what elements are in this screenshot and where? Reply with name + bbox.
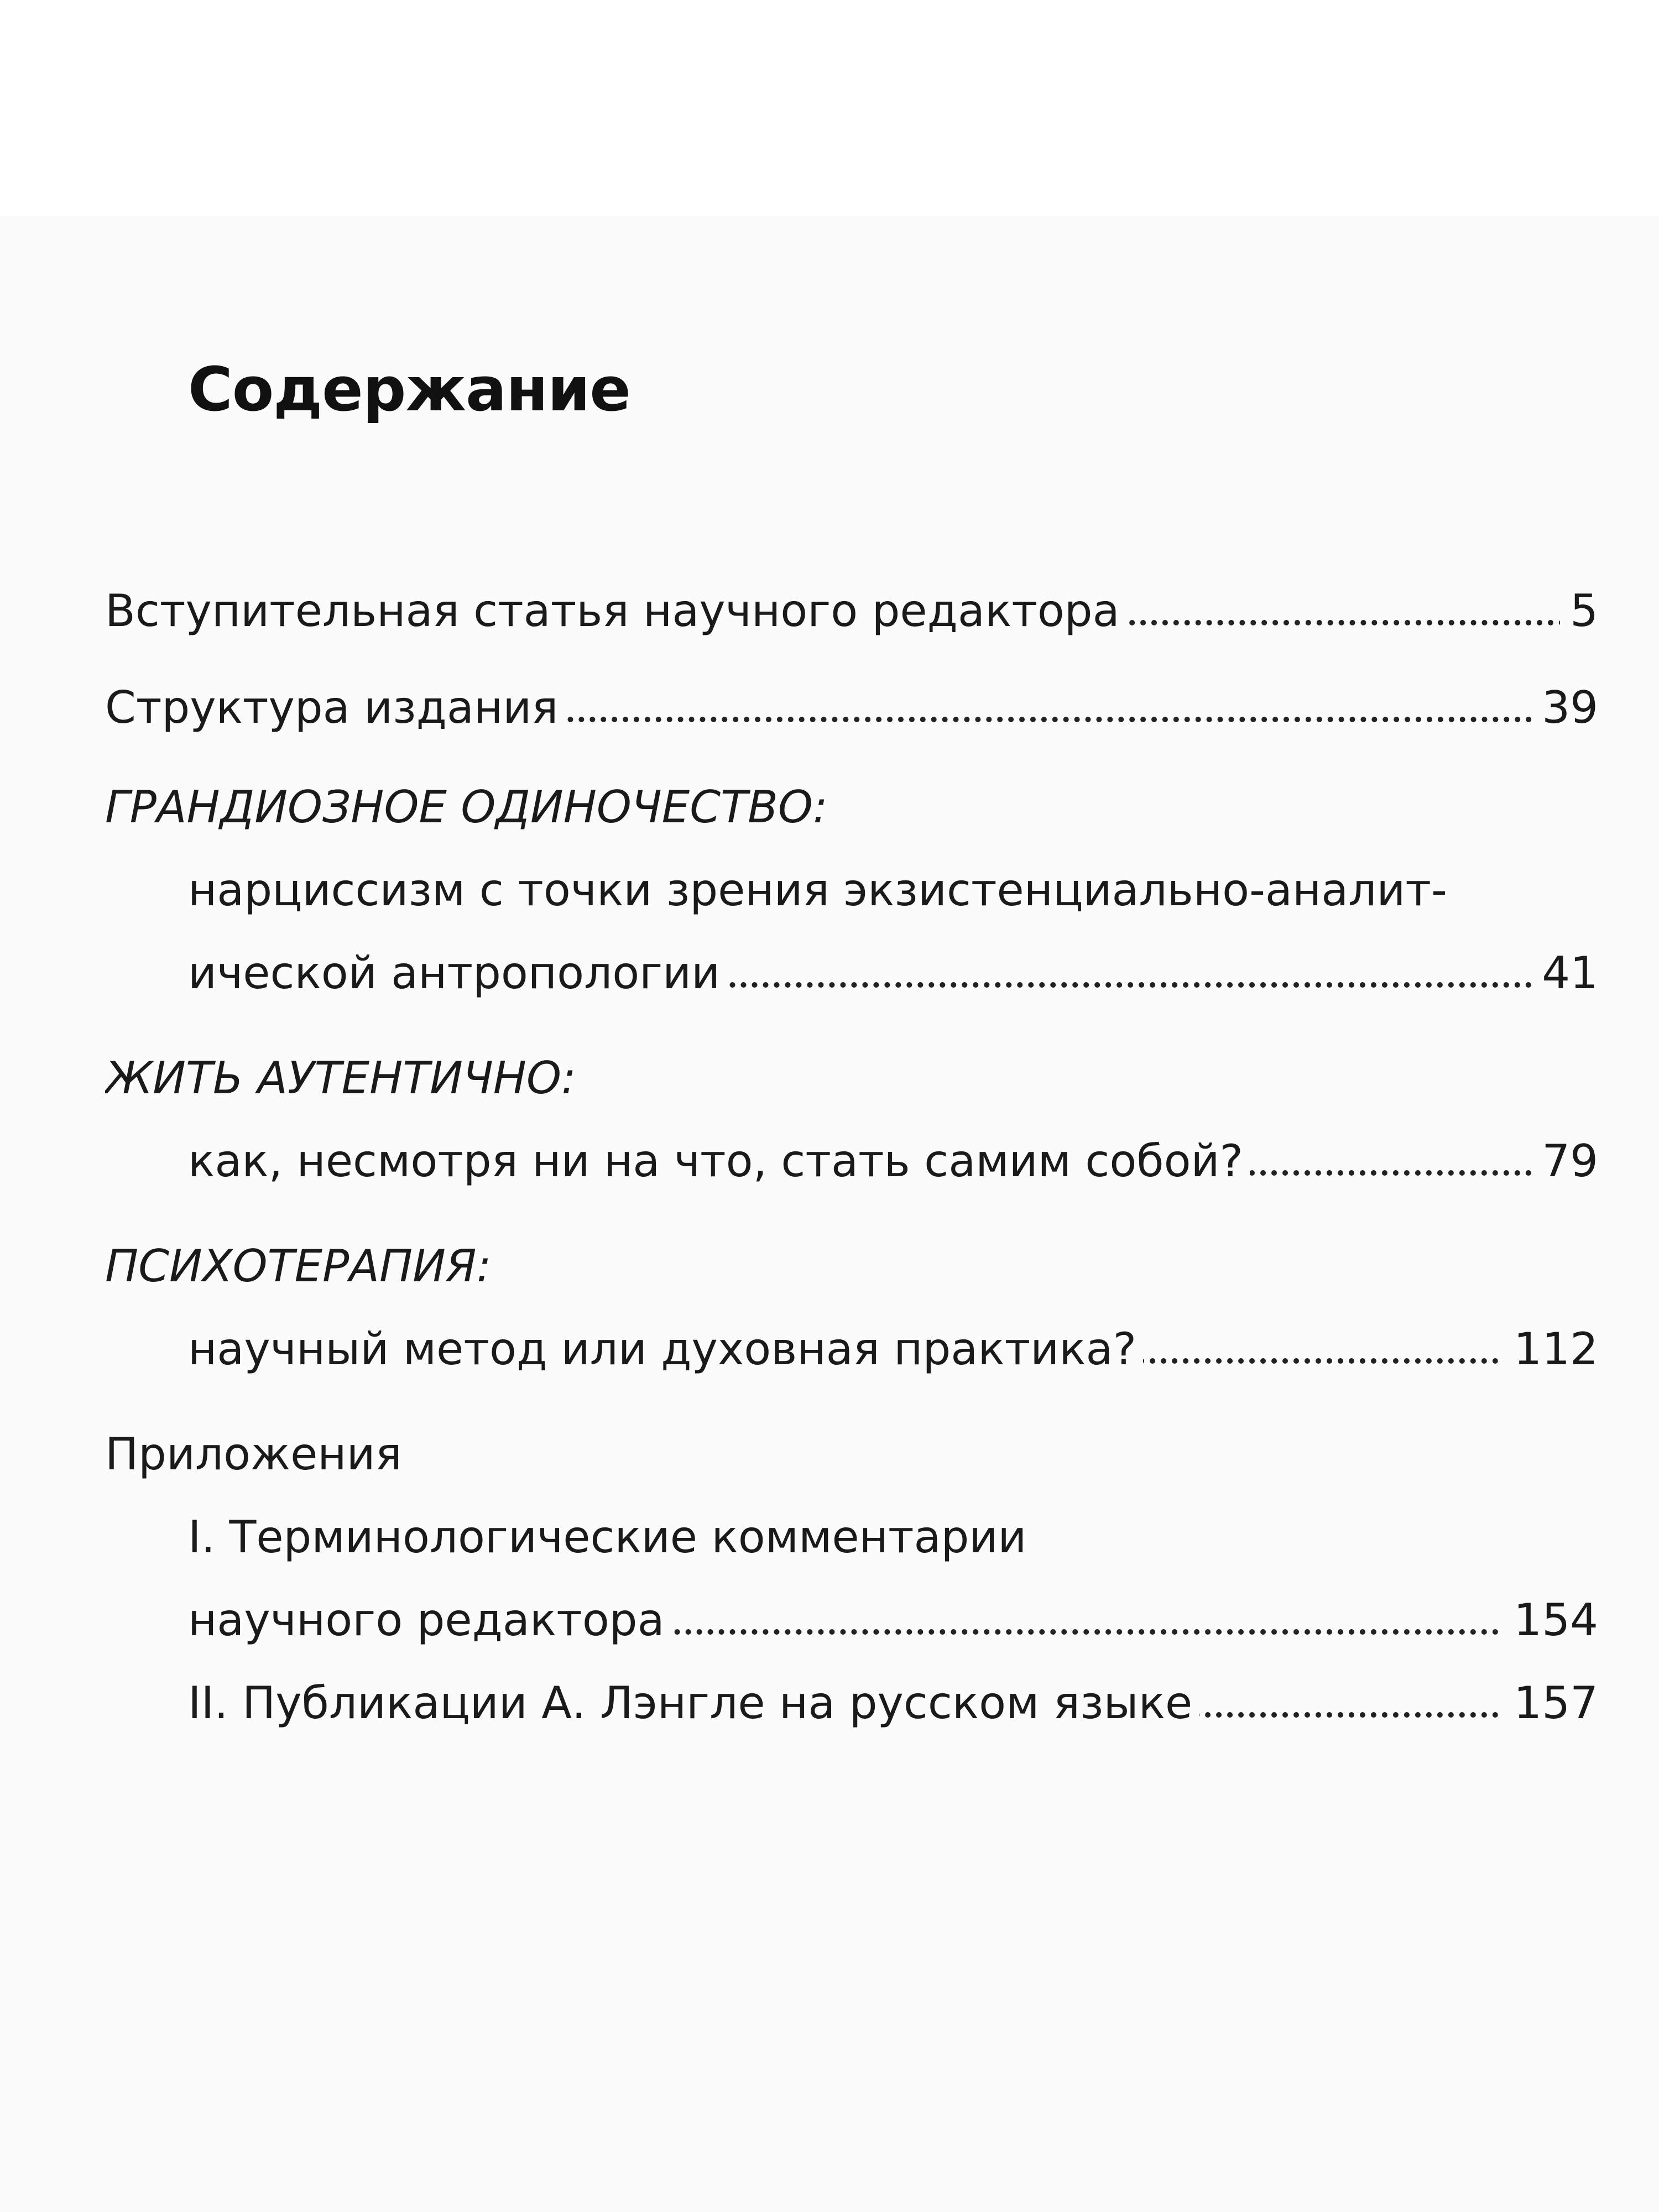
toc-section-text: Приложения: [105, 1428, 409, 1480]
toc-section-heading: [105, 1045, 1598, 1112]
toc-entry-text: Структура издания: [105, 682, 565, 733]
toc-entry-terminology[interactable]: [188, 1587, 1598, 1653]
toc-page-number: 5: [1560, 578, 1598, 644]
toc-page-number: 39: [1532, 675, 1598, 741]
toc-section-heading: [105, 1421, 1598, 1488]
toc-entry-narcissism[interactable]: [188, 940, 1598, 1006]
toc-entry-text: научного редактора: [188, 1594, 671, 1646]
toc-entry-text: I. Терминологические комментарии: [188, 1511, 1033, 1563]
toc-entry-structure[interactable]: [105, 675, 1598, 741]
toc-entry-text: нарциссизм с точки зрения экзистенциально-аналит-: [188, 864, 1454, 916]
toc-section-heading: [105, 774, 1598, 841]
toc-page-number: 79: [1532, 1128, 1598, 1194]
toc-entry-text: как, несмотря ни на что, стать самим собой?: [188, 1135, 1250, 1187]
toc-entry-text: ической антропологии: [188, 947, 727, 999]
toc-entry-line[interactable]: [188, 1504, 1598, 1571]
toc-entry-text: научный метод или духовная практика?: [188, 1323, 1143, 1375]
toc-entry-text: II. Публикации А. Лэнгле на русском языке: [188, 1677, 1199, 1729]
toc-entry-authentic[interactable]: [188, 1128, 1598, 1194]
toc-section-text: ЖИТЬ АУТЕНТИЧНО:: [105, 1052, 583, 1104]
paper: [0, 216, 1659, 2212]
toc-section-text: ГРАНДИОЗНОЕ ОДИНОЧЕСТВО:: [105, 781, 834, 833]
toc-section-text: ПСИХОТЕРАПИЯ:: [105, 1240, 498, 1292]
toc-entry-intro[interactable]: [105, 578, 1598, 644]
toc-entry-line[interactable]: [188, 857, 1598, 924]
toc-page-number: 154: [1504, 1587, 1598, 1653]
toc-page-number: 41: [1532, 940, 1598, 1006]
toc-page-number: 157: [1504, 1670, 1598, 1736]
scan-margin: [0, 0, 1659, 216]
toc-entry-publications[interactable]: [188, 1670, 1598, 1736]
toc-entry-psychotherapy[interactable]: [188, 1316, 1598, 1383]
toc-section-heading: [105, 1233, 1598, 1300]
toc-entry-text: Вступительная статья научного редактора: [105, 585, 1126, 637]
toc-page-number: 112: [1504, 1316, 1598, 1383]
toc-title: Содержание: [188, 354, 630, 425]
